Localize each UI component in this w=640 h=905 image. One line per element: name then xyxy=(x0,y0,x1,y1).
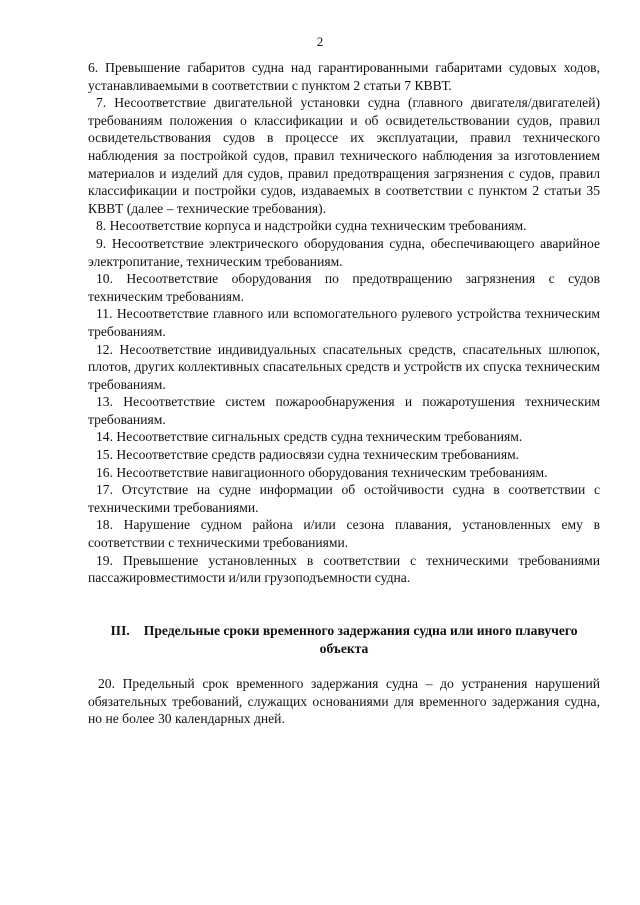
paragraph-11-content: 11. Несоответствие главного или вспомогательного рулевого устройства техническим требованиям. xyxy=(88,306,600,339)
page-number: 2 xyxy=(316,34,324,49)
paragraph-17 xyxy=(78,481,600,516)
paragraph-18-content: 18. Нарушение судном района и/или сезона плавания, установленных ему в соответствии с техническими требованиями. xyxy=(88,517,600,551)
section-numeral: III. xyxy=(110,623,130,638)
paragraph-6-text xyxy=(88,59,600,94)
paragraph-13-content: 13. Несоответствие систем пожарообнаружения и пожаротушения техническим требованиям. xyxy=(88,394,600,427)
paragraph-8 xyxy=(78,217,600,235)
paragraph-10 xyxy=(78,270,600,305)
paragraph-16 xyxy=(78,464,600,482)
paragraph-12-content: 12. Несоответствие индивидуальных спасательных средств, спасательных шлюпок, плотов, других коллективных спасательных средств и устройств их спуска техническим требованиям. xyxy=(88,341,600,392)
paragraph-20 xyxy=(78,675,600,728)
paragraph-15-content: 15. Несоответствие средств радиосвязи судна техническим требованиям. xyxy=(96,447,520,463)
paragraph-9 xyxy=(78,235,600,270)
section-heading xyxy=(88,622,600,657)
paragraph-10-content: 10. Несоответствие оборудования по предотвращению загрязнения с судов техническим требованиям. xyxy=(88,271,600,304)
paragraph-20-content: 20. Предельный срок временного задержания судна – до устранения нарушений обязательных требований, служащих основаниями для временного задержания судна, но не более 30 календарных дней. xyxy=(88,676,600,727)
paragraph-18 xyxy=(78,516,600,551)
paragraph-14 xyxy=(78,428,600,446)
paragraph-9-content: 9. Несоответствие электрического оборудования судна, обеспечивающего аварийное электропитание, техническим требованиям. xyxy=(88,235,600,269)
paragraph-13 xyxy=(78,393,600,428)
paragraph-16-content: 16. Несоответствие навигационного оборудования техническим требованиям. xyxy=(96,464,548,480)
paragraph-7-content: 7. Несоответствие двигательной установки судна (главного двигателя/двигателей) требованиям положения о классификации и об освидетельствовании судов, правил освидетельствования судов в процессе их эксплуатации, правил технического наблюдения за постройкой судов, правил технического наблюдения за изготовлением материалов и изделий для судов, правил предотвращения загрязнения с судов, правил классификации и постройки судов, издаваемых в соответствии с пунктом 2 статьи 35 КВВТ (далее – технические требования). xyxy=(88,95,600,216)
section-title: Предельные сроки временного задержания судна или иного плавучего объекта xyxy=(143,623,578,656)
paragraph-19-content: 19. Превышение установленных в соответствии с техническими требованиями пассажировместимости и/или грузоподъемности судна. xyxy=(88,552,600,586)
document-body xyxy=(88,59,600,587)
paragraph-17-content: 17. Отсутствие на судне информации об остойчивости судна в соответствии с техническими требованиями. xyxy=(88,482,600,515)
paragraph-19 xyxy=(78,552,600,587)
paragraph-14-content: 14. Несоответствие сигнальных средств судна техническим требованиям. xyxy=(96,429,523,445)
paragraph-20-block xyxy=(88,675,600,728)
paragraph-15 xyxy=(78,446,600,464)
paragraph-8-content: 8. Несоответствие корпуса и надстройки судна техническим требованиям. xyxy=(96,218,527,234)
paragraph-6-content: 6. Превышение габаритов судна над гарантированными габаритами судовых ходов, устанавливаемыми в соответствии с пунктом 2 статьи 7 КВВТ. xyxy=(88,60,600,93)
paragraph-11 xyxy=(78,305,600,340)
paragraph-6 xyxy=(78,59,600,94)
paragraph-7 xyxy=(78,94,600,217)
paragraph-12 xyxy=(78,341,600,394)
